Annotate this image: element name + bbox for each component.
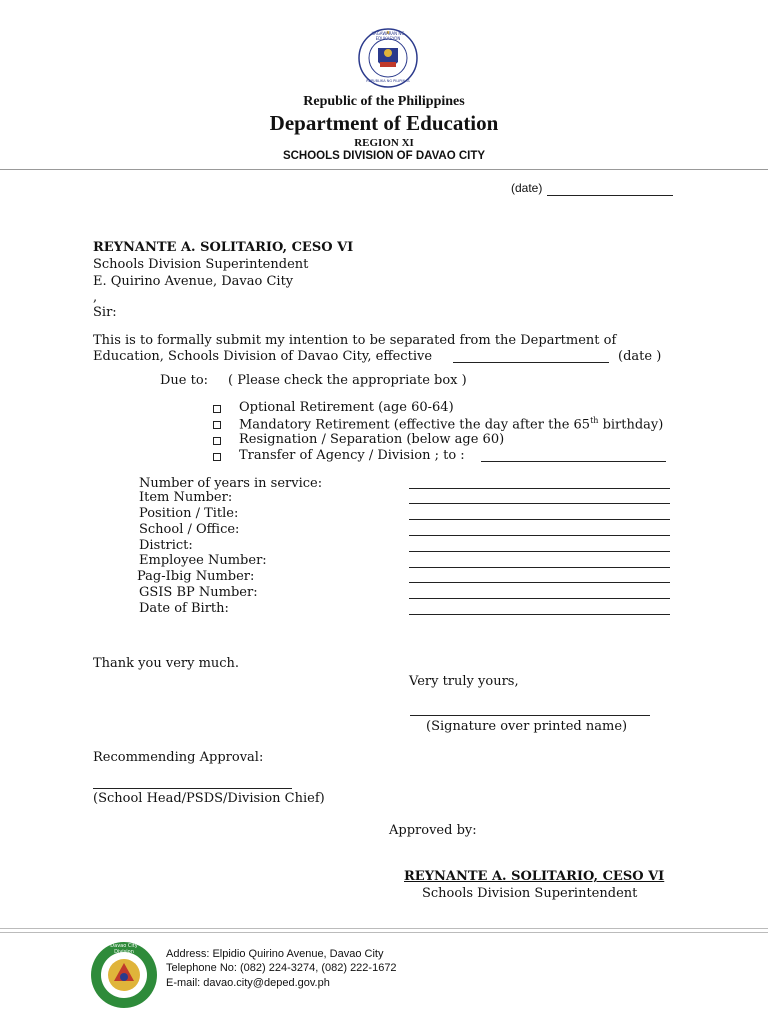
salutation: Sir: [93, 305, 117, 320]
approver-title: Schools Division Superintendent [422, 886, 638, 901]
recommending-line[interactable] [93, 788, 292, 789]
due-to-label: Due to: [160, 373, 209, 388]
field-line-pagibig[interactable] [409, 582, 670, 583]
field-label-gsis: GSIS BP Number: [139, 585, 258, 600]
department-heading: Department of Education [269, 111, 499, 135]
header-divider [0, 169, 768, 170]
option-optional-retirement: Optional Retirement (age 60-64) [239, 400, 454, 415]
approved-by-label: Approved by: [389, 823, 477, 838]
field-label-pagibig: Pag-Ibig Number: [137, 569, 255, 584]
stray-comma: , [93, 290, 98, 305]
recommending-caption: (School Head/PSDS/Division Chief) [93, 791, 325, 806]
seal-text-top: KAGAWARAN NG EDUKASYON [371, 31, 405, 41]
deped-seal [358, 28, 418, 88]
field-line-years[interactable] [409, 488, 670, 489]
checkbox-optional-retirement[interactable] [213, 405, 221, 413]
field-line-district[interactable] [409, 551, 670, 552]
recommending-label: Recommending Approval: [93, 750, 264, 765]
addressee-address: E. Quirino Avenue, Davao City [93, 274, 294, 289]
footer-email[interactable]: E-mail: davao.city@deped.gov.ph [166, 977, 330, 989]
checkbox-resignation[interactable] [213, 437, 221, 445]
checkbox-transfer[interactable] [213, 453, 221, 461]
field-line-item-number[interactable] [409, 503, 670, 504]
date-label: (date) [511, 181, 543, 195]
davao-division-logo [90, 941, 158, 1009]
due-to-note: ( Please check the appropriate box ) [228, 373, 467, 388]
body-line-2: Education, Schools Division of Davao City, effective [93, 349, 433, 364]
body-date-hint: (date ) [618, 349, 662, 364]
footer-divider-bottom [0, 932, 768, 933]
division-heading: SCHOOLS DIVISION OF DAVAO CITY [282, 150, 486, 162]
field-line-employee-number[interactable] [409, 567, 670, 568]
date-line [547, 195, 673, 196]
transfer-to-line[interactable] [481, 461, 666, 462]
footer-divider-top [0, 928, 768, 929]
signature-line[interactable] [410, 715, 650, 716]
addressee-title: Schools Division Superintendent [93, 257, 309, 272]
field-line-birth[interactable] [409, 614, 670, 615]
addressee-name: REYNANTE A. SOLITARIO, CESO VI [93, 240, 354, 255]
signature-caption: (Signature over printed name) [426, 719, 628, 734]
field-line-gsis[interactable] [409, 598, 670, 599]
field-line-school[interactable] [409, 535, 670, 536]
checkbox-mandatory-retirement[interactable] [213, 421, 221, 429]
field-label-years: Number of years in service: [139, 476, 323, 491]
option-mandatory-retirement: Mandatory Retirement (effective the day after the 65th birthday) [239, 416, 664, 433]
field-line-position[interactable] [409, 519, 670, 520]
body-line-1: This is to formally submit my intention to be separated from the Department of [93, 333, 617, 348]
seal-text-bottom: REPUBLIKA NG PILIPINAS [366, 79, 410, 83]
field-label-school: School / Office: [139, 522, 240, 537]
approver-name: REYNANTE A. SOLITARIO, CESO VI [404, 869, 665, 884]
field-label-district: District: [139, 538, 193, 553]
republic-heading: Republic of the Philippines [303, 94, 465, 109]
field-label-employee-number: Employee Number: [139, 553, 267, 568]
field-label-position: Position / Title: [139, 506, 239, 521]
option-resignation: Resignation / Separation (below age 60) [239, 432, 505, 447]
field-label-item-number: Item Number: [139, 490, 233, 505]
logo-text: Davao City Division [110, 943, 138, 955]
region-heading: REGION XI [354, 137, 414, 149]
field-label-birth: Date of Birth: [139, 601, 229, 616]
footer-address: Address: Elpidio Quirino Avenue, Davao City [166, 948, 384, 960]
footer-telephone: Telephone No: (082) 224-3274, (082) 222-1672 [166, 962, 397, 974]
closing-text: Very truly yours, [409, 674, 519, 689]
thanks-text: Thank you very much. [93, 656, 240, 671]
option-transfer: Transfer of Agency / Division ; to : [239, 448, 465, 463]
effective-date-line [453, 362, 609, 363]
